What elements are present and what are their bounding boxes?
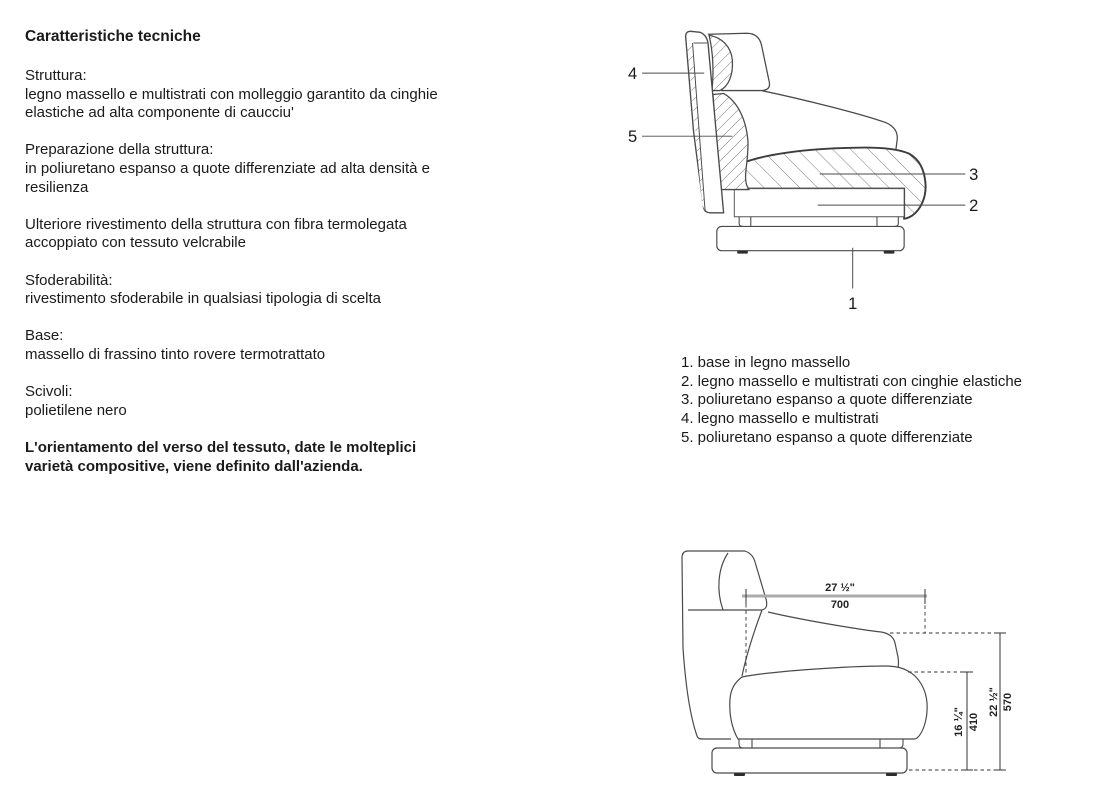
arm-outline: [768, 612, 899, 668]
headrest-seam: [688, 551, 767, 610]
callout-3: 3: [969, 165, 979, 184]
sofa-cross-section-drawing: [600, 10, 1020, 340]
sofa-dimension-drawing: [650, 540, 1070, 800]
seat-height-inches-label: 16 ¼": [953, 707, 965, 737]
parts-legend: [681, 354, 1022, 448]
depth-inches-label: 27 ½": [825, 582, 855, 594]
base-connectors: [739, 217, 898, 227]
callout-1: 1: [848, 294, 858, 313]
technical-specs-column: [25, 27, 470, 476]
legend-item: 2. legno massello e multistrati con cinghie elastiche: [681, 372, 1023, 390]
section-heading: Sfoderabilità:: [25, 271, 113, 289]
section-body: polietilene nero: [25, 401, 127, 419]
spec-section-sfoderabilita: [25, 272, 470, 309]
page-title: Caratteristiche tecniche: [25, 28, 201, 45]
back-height-inches-label: 22 ½": [988, 687, 1000, 717]
fabric-orientation-note: L'orientamento del verso del tessuto, date le molteplici varietà compositive, viene definito dall'azienda.: [25, 439, 417, 475]
callout-5: 5: [628, 127, 638, 146]
section-body: legno massello e multistrati con molleggio garantito da cinghie elastiche ad alta componente di caucciu': [25, 85, 438, 122]
base-plinth: [712, 748, 907, 773]
spec-section-scivoli: [25, 383, 470, 420]
arm-outline: [761, 91, 897, 154]
spec-section-struttura: [25, 67, 470, 123]
base-connectors: [739, 739, 903, 748]
glide-foot-right: [886, 773, 897, 776]
spec-section-preparazione: [25, 141, 470, 197]
back-height-mm-label: 570: [1002, 692, 1014, 712]
callout-4: 4: [628, 64, 638, 83]
glide-foot-left: [737, 251, 748, 254]
callout-2: 2: [969, 196, 979, 215]
section-heading: Preparazione della struttura:: [25, 141, 214, 159]
section-heading: Scivoli:: [25, 383, 73, 401]
section-body: massello di frassino tinto rovere termotrattato: [25, 345, 326, 363]
section-heading: Struttura:: [25, 67, 87, 84]
section-body: Ulteriore rivestimento della struttura con fibra termolegata accoppiato con tessuto velcrabile: [25, 215, 407, 252]
base-plinth: [717, 226, 904, 250]
section-heading: Base:: [25, 327, 64, 345]
seat-frame-section: [734, 189, 904, 217]
spec-section-rivestimento: [25, 216, 470, 253]
legend-item: 3. poliuretano espanso a quote differenziate: [681, 391, 973, 409]
section-body: rivestimento sfoderabile in qualsiasi tipologia di scelta: [25, 290, 382, 308]
headrest-pillow-curve: [719, 553, 728, 610]
seat-height-mm-label: 410: [968, 712, 980, 732]
legend-item: 5. poliuretano espanso a quote differenziate: [681, 428, 973, 446]
seat-cushion-outline: [730, 666, 927, 739]
legend-item: 1. base in legno massello: [681, 354, 851, 371]
glide-foot-left: [734, 773, 745, 776]
legend-item: 4. legno massello e multistrati: [681, 410, 879, 428]
spec-section-base: [25, 327, 470, 364]
depth-mm-label: 700: [830, 599, 850, 611]
glide-foot-right: [884, 251, 895, 254]
section-body: in poliuretano espanso a quote differenziate ad alta densità e resilienza: [25, 159, 431, 196]
back-cushion-curve: [742, 610, 762, 676]
